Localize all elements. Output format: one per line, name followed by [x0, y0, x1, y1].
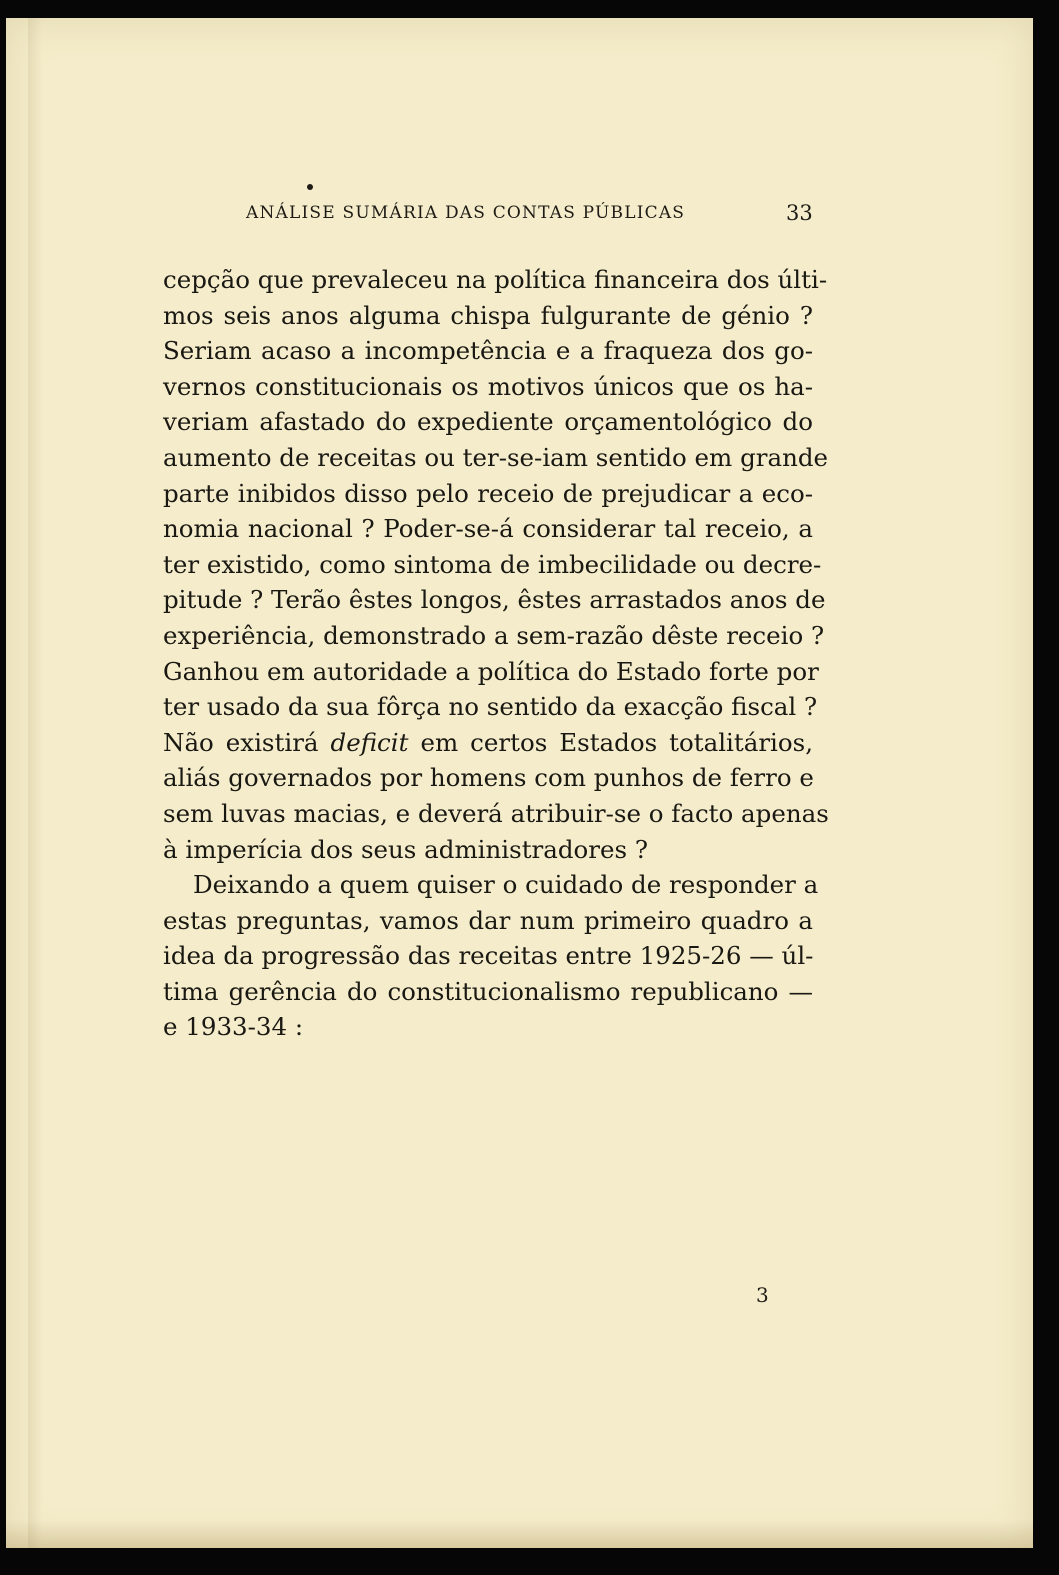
text-line: vernos constitucionais os motivos únicos que os ha-	[163, 371, 813, 401]
text-line: à imperícia dos seus administradores ?	[163, 834, 648, 864]
text-line: Deixando a quem quiser o cuidado de responder a	[193, 870, 819, 900]
text-line: ter existido, como sintoma de imbecilidade ou decre-	[163, 549, 822, 579]
signature-mark: 3	[756, 1283, 769, 1307]
text-line: veriam afastado do expediente orçamentológico do	[163, 407, 813, 437]
page-gutter-shadow	[28, 18, 42, 1548]
text-line: tima gerência do constitucionalismo republicano —	[163, 976, 813, 1006]
text-line: aliás governados por homens com punhos de ferro e	[163, 763, 814, 793]
text-line: mos seis anos alguma chispa fulgurante de génio ?	[163, 300, 813, 330]
text-line: cepção que prevaleceu na política financeira dos últi-	[163, 265, 828, 294]
text-line: Seriam acaso a incompetência e a fraqueza dos go-	[163, 336, 813, 366]
text-line: idea da progressão das receitas entre 1925-26 — úl-	[163, 941, 814, 971]
running-head: ANÁLISE SUMÁRIA DAS CONTAS PÚBLICAS	[246, 203, 686, 223]
text-line: sem luvas macias, e deverá atribuir-se o facto apenas	[163, 798, 829, 828]
text-line: Ganhou em autoridade a política do Estado forte por	[163, 656, 819, 686]
text-line: experiência, demonstrado a sem-razão dêste receio ?	[163, 620, 825, 650]
text-line: Não existirá deficit em certos Estados totalitários,	[163, 727, 813, 757]
text-line: aumento de receitas ou ter-se-iam sentido em grande	[163, 442, 829, 472]
ink-dot	[307, 184, 313, 190]
text-line: e 1933-34 :	[163, 1012, 304, 1042]
text-line: pitude ? Terão êstes longos, êstes arrastados anos de	[163, 585, 826, 615]
text-line: parte inibidos disso pelo receio de prejudicar a eco-	[163, 478, 813, 508]
page-bottom-edge	[6, 1520, 1033, 1548]
text-line: ter usado da sua fôrça no sentido da exacção fiscal ?	[163, 692, 818, 722]
text-line: nomia nacional ? Poder-se-á considerar tal receio, a	[163, 514, 813, 544]
italic-term: deficit	[330, 727, 409, 757]
page-number: 33	[786, 201, 813, 225]
body-text	[163, 262, 829, 1045]
text-line: estas preguntas, vamos dar num primeiro quadro a	[163, 905, 813, 935]
